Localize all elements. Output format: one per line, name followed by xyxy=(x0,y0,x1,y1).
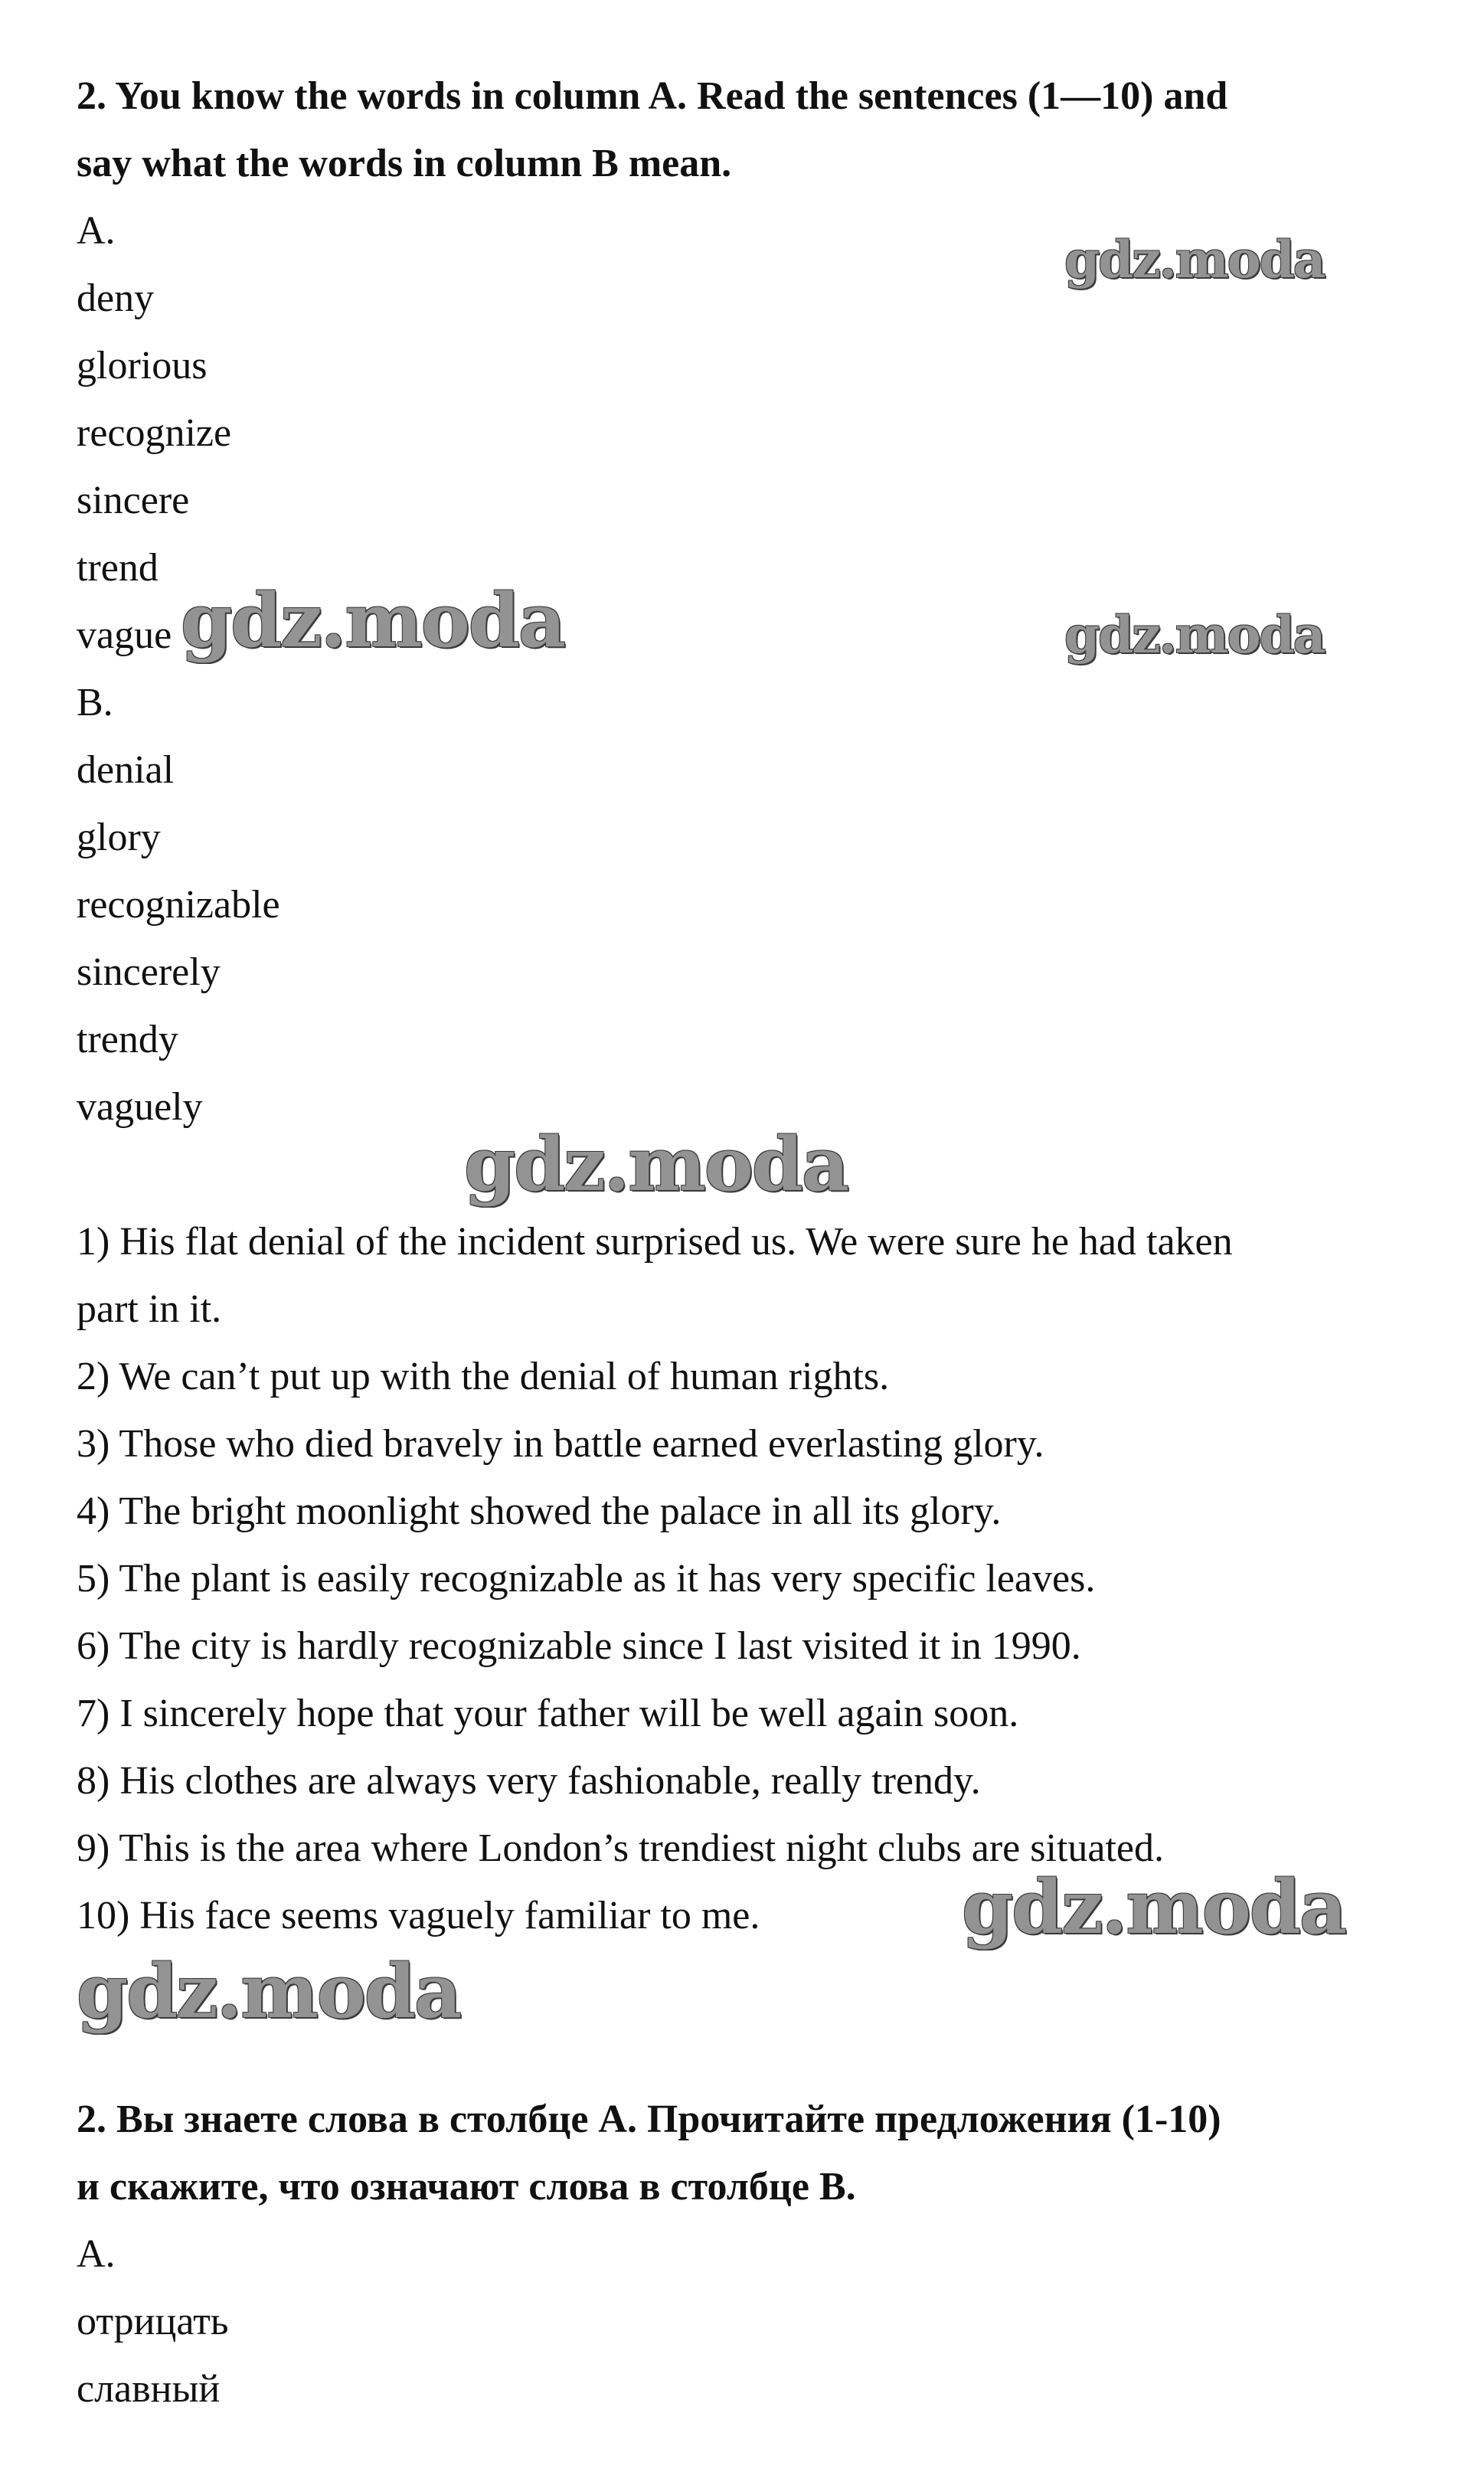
column-b-word: recognizable xyxy=(77,883,280,927)
sentence-line: 3) Those who died bravely in battle earned everlasting glory. xyxy=(77,1422,1044,1466)
column-a-word: deny xyxy=(77,276,155,320)
sentence-line: part in it. xyxy=(77,1287,222,1331)
column-b-word: trendy xyxy=(77,1018,178,1061)
column-a-word: recognize xyxy=(77,411,232,455)
watermark: gdz.moda xyxy=(1064,605,1325,665)
column-b-label: B. xyxy=(77,681,113,724)
watermark: gdz.moda xyxy=(77,1948,461,2035)
task-title-ru-line-1: 2. Вы знаете слова в столбце А. Прочитайте предложения (1-10) xyxy=(77,2098,1221,2141)
column-a-word-ru: славный xyxy=(77,2367,221,2411)
sentence-line: 5) The plant is easily recognizable as it has very specific leaves. xyxy=(77,1557,1096,1601)
sentence-line: 4) The bright moonlight showed the palace in all its glory. xyxy=(77,1489,1002,1533)
sentence-line: 6) The city is hardly recognizable since I last visited it in 1990. xyxy=(77,1624,1081,1668)
column-a-label-ru: А. xyxy=(77,2232,116,2276)
task-title-ru-line-2: и скажите, что означают слова в столбце В. xyxy=(77,2165,856,2209)
sentence-line: 7) I sincerely hope that your father will be well again soon. xyxy=(77,1692,1019,1735)
sentence-line: 9) This is the area where London’s trendiest night clubs are situated. xyxy=(77,1826,1164,1870)
column-a-word-ru: отрицать xyxy=(77,2300,229,2343)
task-title-line-1: 2. You know the words in column A. Read the sentences (1—10) and xyxy=(77,74,1228,118)
watermark: gdz.moda xyxy=(464,1121,848,1208)
task-title-line-2: say what the words in column B mean. xyxy=(77,142,732,185)
column-b-word: denial xyxy=(77,748,175,792)
sentence-line: 1) His flat denial of the incident surprised us. We were sure he had taken xyxy=(77,1220,1233,1264)
sentence-line: 10) His face seems vaguely familiar to me. xyxy=(77,1894,760,1937)
column-a-label: A. xyxy=(77,209,116,253)
column-b-word: vaguely xyxy=(77,1085,203,1129)
sentence-line: 8) His clothes are always very fashionable, really trendy. xyxy=(77,1759,981,1803)
column-a-word: trend xyxy=(77,546,159,590)
column-a-word: sincere xyxy=(77,479,190,522)
watermark: gdz.moda xyxy=(181,577,565,664)
column-b-word: glory xyxy=(77,816,161,859)
watermark: gdz.moda xyxy=(1064,230,1325,289)
watermark: gdz.moda xyxy=(962,1864,1346,1950)
column-b-word: sincerely xyxy=(77,950,221,994)
column-a-word: vague xyxy=(77,613,172,657)
sentence-line: 2) We can’t put up with the denial of human rights. xyxy=(77,1355,890,1398)
column-a-word: glorious xyxy=(77,344,208,387)
